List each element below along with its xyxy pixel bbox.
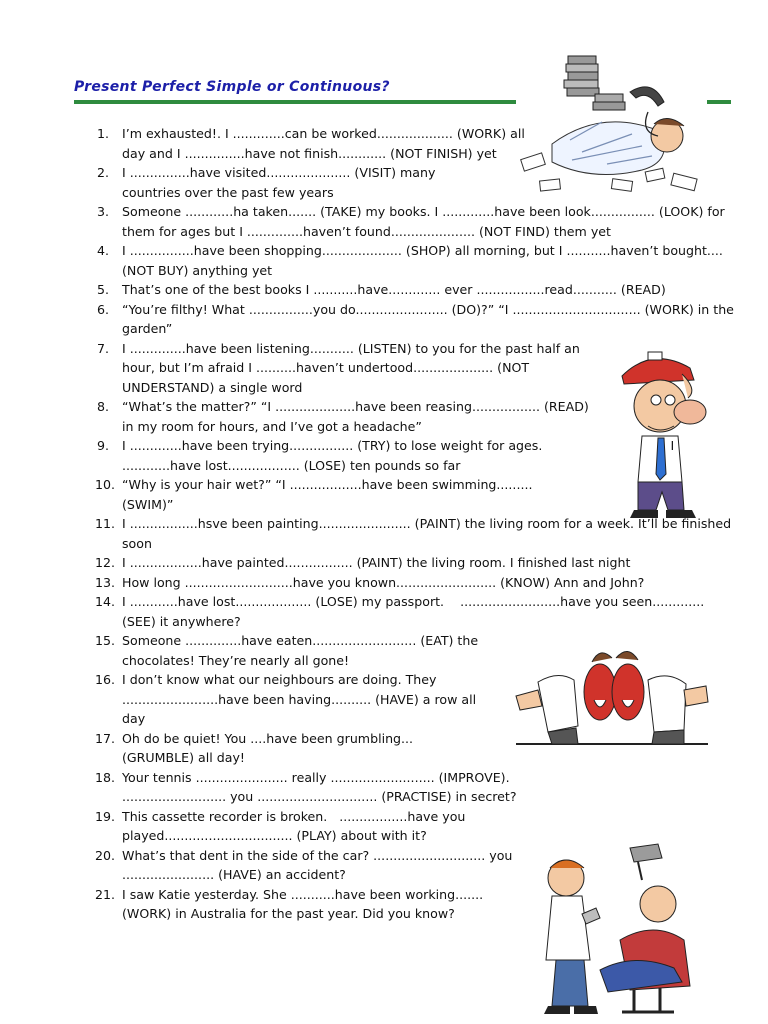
exercise-text: “You’re filthy! What ................you do....................... (DO)?” “I ................................ (WORK) in the garden” (122, 301, 734, 336)
exercise-number: 17. (95, 730, 116, 746)
exercise-text: Your tennis ....................... really .......................... (IMPROVE). .......................... you .............................. (PRACTISE) in secret? (122, 769, 522, 804)
exercise-item (97, 202, 737, 241)
exercise-text: Someone ..............have eaten.......................... (EAT) the chocolates! They’re nearly all gone! (122, 633, 479, 668)
exercise-item (97, 592, 737, 631)
exercise-number: 3. (97, 204, 110, 219)
exercise-number: 12. (95, 555, 116, 570)
exercise-number: 13. (95, 574, 116, 590)
exercise-number: 15. (95, 633, 116, 648)
exercise-text: I ...............have visited..................... (VISIT) many countries over the past few years (122, 165, 436, 200)
exercise-number: 10. (95, 477, 116, 492)
exercise-item (97, 339, 737, 398)
exercise-text: I ................have been shopping.................... (SHOP) all morning, but I ...........haven’t bought.... (NOT BUY) anything yet (122, 243, 723, 278)
exercise-item (97, 553, 737, 573)
exercise-number: 1. (97, 126, 110, 141)
exercise-text: Oh do be quiet! You ....have been grumbling... (GRUMBLE) all day! (122, 730, 414, 765)
exercise-number: 21. (95, 886, 116, 902)
exercise-text: This cassette recorder is broken. .................have you played................................ (PLAY) about with it? (122, 808, 470, 843)
exercise-text: What’s that dent in the side of the car? ............................ you ....................... (HAVE) an accident? (122, 847, 513, 882)
exercise-text: Someone ............ha taken....... (TAKE) my books. I .............have been look................ (LOOK) for them for ages but I ..............haven’t found..................... (NOT FIND) them yet (122, 204, 725, 239)
worksheet-title: Present Perfect Simple or Continuous? (74, 79, 390, 95)
exercise-list (97, 124, 737, 924)
exercise-item (97, 729, 737, 768)
exercise-number: 5. (97, 282, 110, 297)
exercise-item (97, 436, 737, 475)
exercise-item (97, 885, 737, 924)
exercise-item (97, 670, 737, 729)
exercise-item (97, 124, 737, 163)
exercise-number: 11. (95, 516, 116, 531)
exercise-text: That’s one of the best books I ...........have............. ever .................read........... (READ) (122, 282, 666, 297)
exercise-text: I don’t know what our neighbours are doing. They ........................have been having.......... (HAVE) a row all day (122, 672, 477, 726)
exercise-text: I saw Katie yesterday. She ...........have been working....... (WORK) in Australia for the past year. Did you know? (122, 886, 484, 921)
exercise-item (97, 768, 737, 807)
exercise-text: How long ...........................have you known......................... (KNOW) Ann and John? (122, 574, 645, 590)
exercise-item (97, 573, 737, 593)
exercise-number: 8. (97, 399, 110, 414)
exercise-item (97, 300, 737, 339)
title-rule-left (74, 100, 516, 104)
exercise-number: 4. (97, 243, 110, 258)
exercise-number: 16. (95, 672, 116, 687)
exercise-number: 2. (97, 165, 110, 180)
exercise-text: “What’s the matter?” “I ....................have been reasing................. (READ) in my room for hours, and I’ve got a headache” (122, 399, 589, 434)
exercise-number: 6. (97, 301, 110, 317)
exercise-item (97, 397, 737, 436)
exercise-item (97, 846, 737, 885)
exercise-item (97, 631, 737, 670)
exercise-number: 14. (95, 594, 116, 609)
exercise-number: 19. (95, 808, 116, 824)
exercise-number: 7. (97, 340, 110, 356)
exercise-text: I .............have been trying................ (TRY) to lose weight for ages. I ............have lost.................. (LOSE) ten pounds so far (122, 438, 679, 473)
exercise-text: I ..................have painted................. (PAINT) the living room. I finished last night (122, 555, 631, 570)
exercise-number: 9. (97, 438, 110, 453)
exercise-text: I ..............have been listening........... (LISTEN) to you for the past half an hour, but I’m afraid I ..........haven’t undertood.................... (NOT UNDERSTAND) a single word (122, 340, 580, 395)
exercise-text: I ............have lost................... (LOSE) my passport. .........................have you seen............. (SEE) it anywhere? (122, 594, 709, 629)
exercise-text: I’m exhausted!. I .............can be worked................... (WORK) all day and I ...............have not finish............ (NOT FINISH) yet (122, 126, 525, 161)
exercise-item (97, 163, 737, 202)
exercise-text: I .................hsve been painting....................... (PAINT) the living room for a week. It’ll be finished soon (122, 516, 732, 551)
exercise-item (97, 241, 737, 280)
exercise-item (97, 807, 737, 846)
paper-stack-illustration (564, 56, 625, 110)
exercise-number: 20. (95, 847, 116, 863)
exercise-text: “Why is your hair wet?” “I ..................have been swimming......... (SWIM)” (122, 477, 533, 512)
title-rule-right (707, 100, 731, 104)
exercise-item (97, 280, 737, 300)
exercise-number: 18. (95, 769, 116, 785)
exercise-item (97, 514, 737, 553)
exercise-item (97, 475, 737, 514)
